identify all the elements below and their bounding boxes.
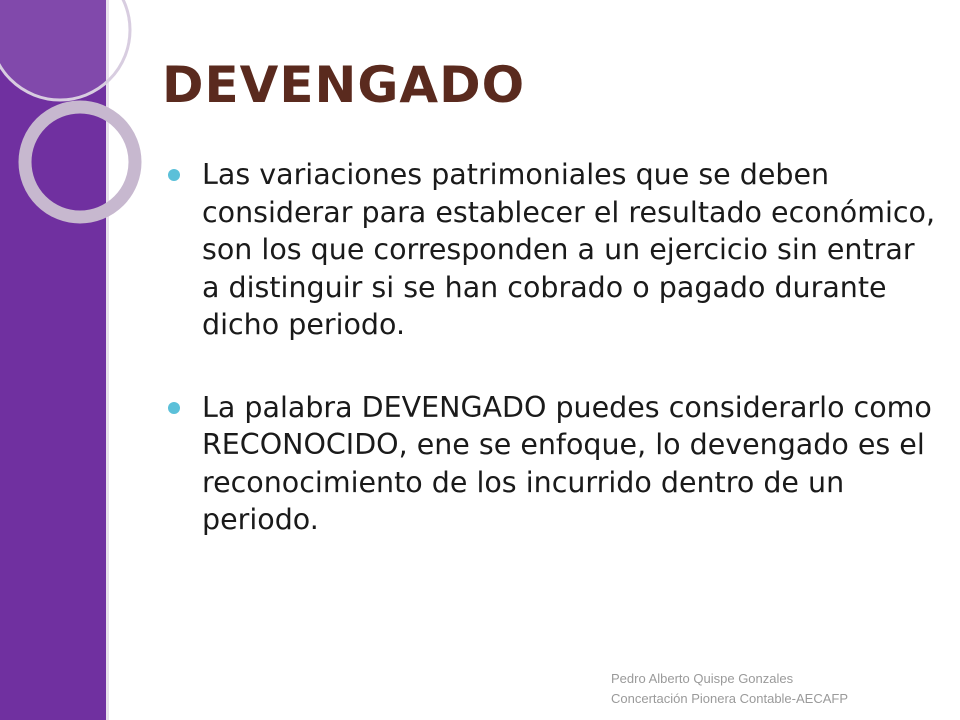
bullet-dot-icon <box>168 169 180 181</box>
bullet-text: Las variaciones patrimoniales que se deben considerar para establecer el resultado económico, son los que corresponden a un ejercicio sin entrar a distinguir si se han cobrado o pagado durante dicho periodo. <box>202 158 936 341</box>
deco-circle-ring <box>25 107 135 217</box>
bullet-item <box>168 389 938 539</box>
decorative-circles <box>0 0 140 240</box>
deco-circle-large <box>0 0 130 100</box>
bullet-item <box>168 156 938 344</box>
footer-organization: Concertación Pionera Contable-AECAFP <box>611 691 849 706</box>
slide-title: DEVENGADO <box>162 56 526 114</box>
footer-author: Pedro Alberto Quispe Gonzales <box>611 671 794 686</box>
bullet-list <box>168 156 938 584</box>
bullet-dot-icon <box>168 402 180 414</box>
bullet-text: La palabra DEVENGADO puedes considerarlo como RECONOCIDO, ene se enfoque, lo devengado es el reconocimiento de los incurrido dentro de un periodo. <box>202 390 932 536</box>
footer <box>611 669 848 709</box>
